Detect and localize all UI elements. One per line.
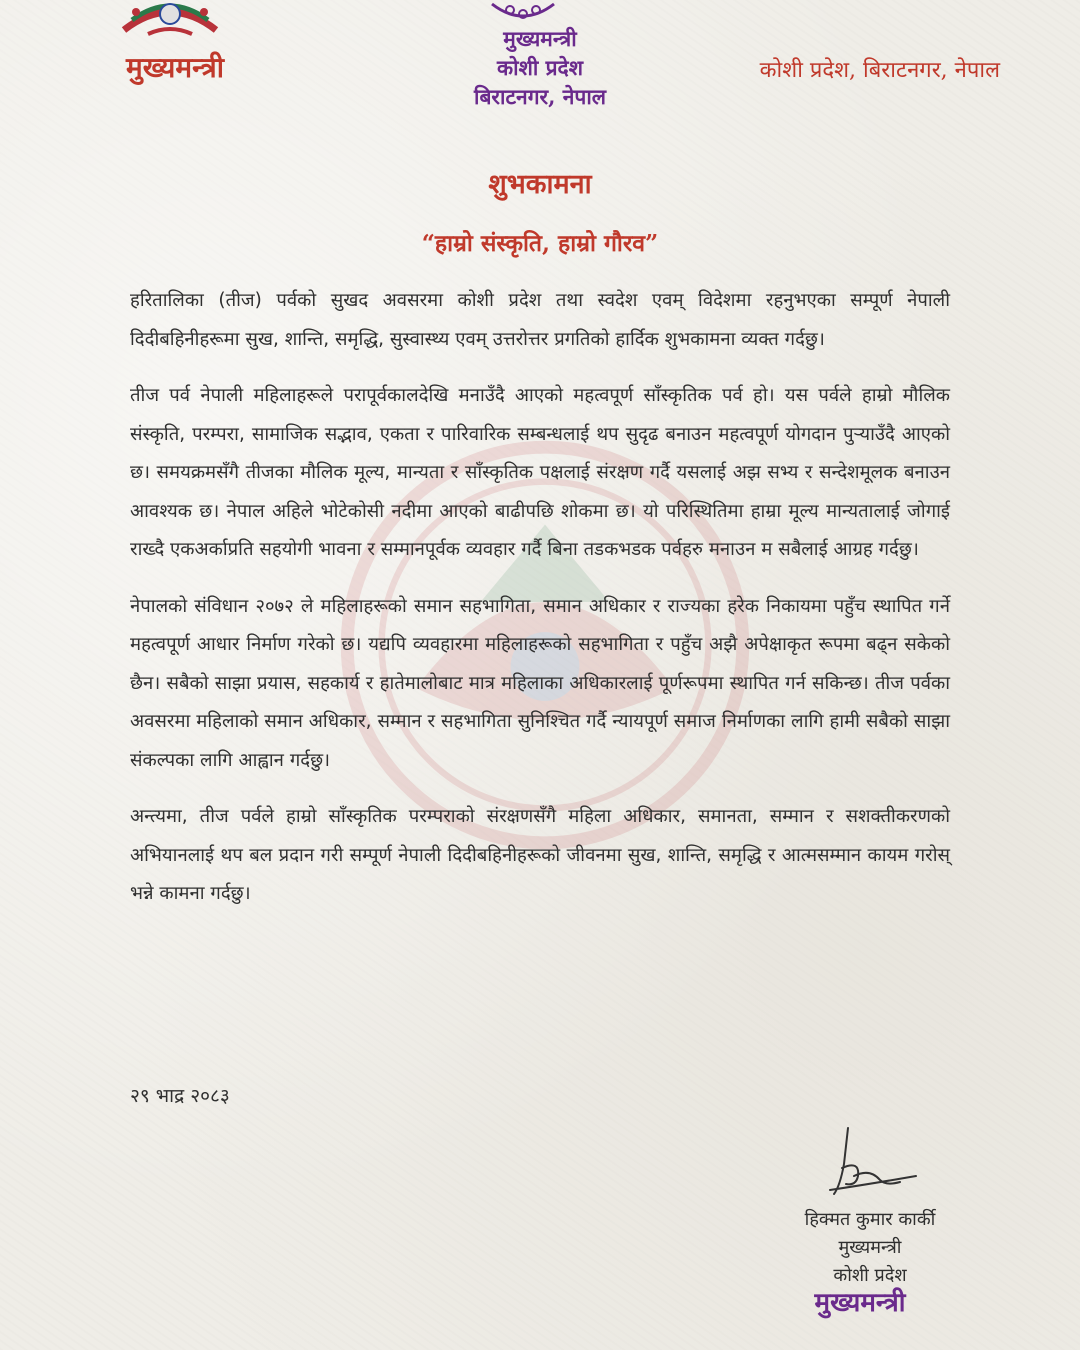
chief-minister-emblem-icon <box>488 0 558 22</box>
signatory-position: मुख्यमन्त्री <box>838 1237 902 1258</box>
signatory-block <box>770 1206 970 1290</box>
document-title: शुभकामना <box>488 169 592 200</box>
paragraph: नेपालको संविधान २०७२ ले महिलाहरूको समान सहभागिता, समान अधिकार र राज्यका हरेक निकायमा पहुँच स्थापित गर्ने महत्वपूर्ण आधार निर्माण गरेको छ। यद्यपि व्यवहारमा महिलाहरूको सहभागिता र पहुँच अझै अपेक्षाकृत रूपमा बढ्न सकेको छैन। सबैको साझा प्रयास, सहकार्य र हातेमालोबाट मात्र महिलाका अधिकारलाई पूर्णरूपमा स्थापित गर्न सकिन्छ। तीज पर्वका अवसरमा महिलाको समान अधिकार, सम्मान र सहभागिता सुनिश्चित गर्दै न्यायपूर्ण समाज निर्माणका लागि हामी सबैको साझा संकल्पका लागि आह्वान गर्दछु। <box>130 595 950 771</box>
paragraph: अन्त्यमा, तीज पर्वले हाम्रो साँस्कृतिक परम्पराको संरक्षणसँगै महिला अधिकार, समानता, सम्मान र सशक्तीकरणको अभियानलाई थप बल प्रदान गरी सम्पूर्ण नेपाली दिदीबहिनीहरूको जीवनमा सुख, शान्ति, समृद्धि र आत्मसम्मान कायम गरोस् भन्ने कामना गर्दछु। <box>130 806 950 904</box>
left-header-label: मुख्यमन्त्री <box>126 51 224 84</box>
paragraph: हरितालिका (तीज) पर्वको सुखद अवसरमा कोशी प्रदेश तथा स्वदेश एवम् विदेशमा रहनुभएका सम्पूर्ण नेपाली दिदीबहिनीहरूमा सुख, शान्ति, समृद्धि, सुस्वास्थ्य एवम् उत्तरोत्तर प्रगतिको हार्दिक शुभकामना व्यक्त गर्दछु। <box>130 290 950 350</box>
letter-body <box>130 282 950 932</box>
letter-date: २९ भाद्र २०८३ <box>130 1085 230 1107</box>
nepal-emblem-icon <box>118 0 222 46</box>
document-subtitle: “हाम्रो संस्कृति, हाम्रो गौरव” <box>421 230 659 257</box>
center-header-office: मुख्यमन्त्री <box>503 26 577 51</box>
signature-icon <box>820 1124 920 1204</box>
signatory-province: कोशी प्रदेश <box>833 1265 907 1286</box>
header-address: कोशी प्रदेश, बिराटनगर, नेपाल <box>759 58 1000 83</box>
center-header <box>420 24 660 111</box>
center-header-city: बिराटनगर, नेपाल <box>474 84 606 109</box>
signatory-stamp: मुख्यमन्त्री <box>814 1288 906 1318</box>
signatory-name: हिक्मत कुमार कार्की <box>804 1209 936 1230</box>
paragraph: तीज पर्व नेपाली महिलाहरूले परापूर्वकालदेखि मनाउँदै आएको महत्वपूर्ण साँस्कृतिक पर्व हो। यस पर्वले हाम्रो मौलिक संस्कृति, परम्परा, सामाजिक सद्भाव, एकता र पारिवारिक सम्बन्धलाई थप सुदृढ बनाउन महत्वपूर्ण योगदान पुऱ्याउँदै आएको छ। समयक्रमसँगै तीजका मौलिक मूल्य, मान्यता र साँस्कृतिक पक्षलाई संरक्षण गर्दै यसलाई अझ सभ्य र सन्देशमूलक बनाउन आवश्यक छ। नेपाल अहिले भोटेकोसी नदीमा आएको बाढीपछि शोकमा छ। यो परिस्थितिमा हाम्रा मूल्य मान्यतालाई जोगाई राख्दै एकअर्काप्रति सहयोगी भावना र सम्मानपूर्वक व्यवहार गर्दै बिना तडकभडक पर्वहरु मनाउन म सबैलाई आग्रह गर्दछु। <box>130 385 950 560</box>
center-header-province: कोशी प्रदेश <box>497 55 583 80</box>
